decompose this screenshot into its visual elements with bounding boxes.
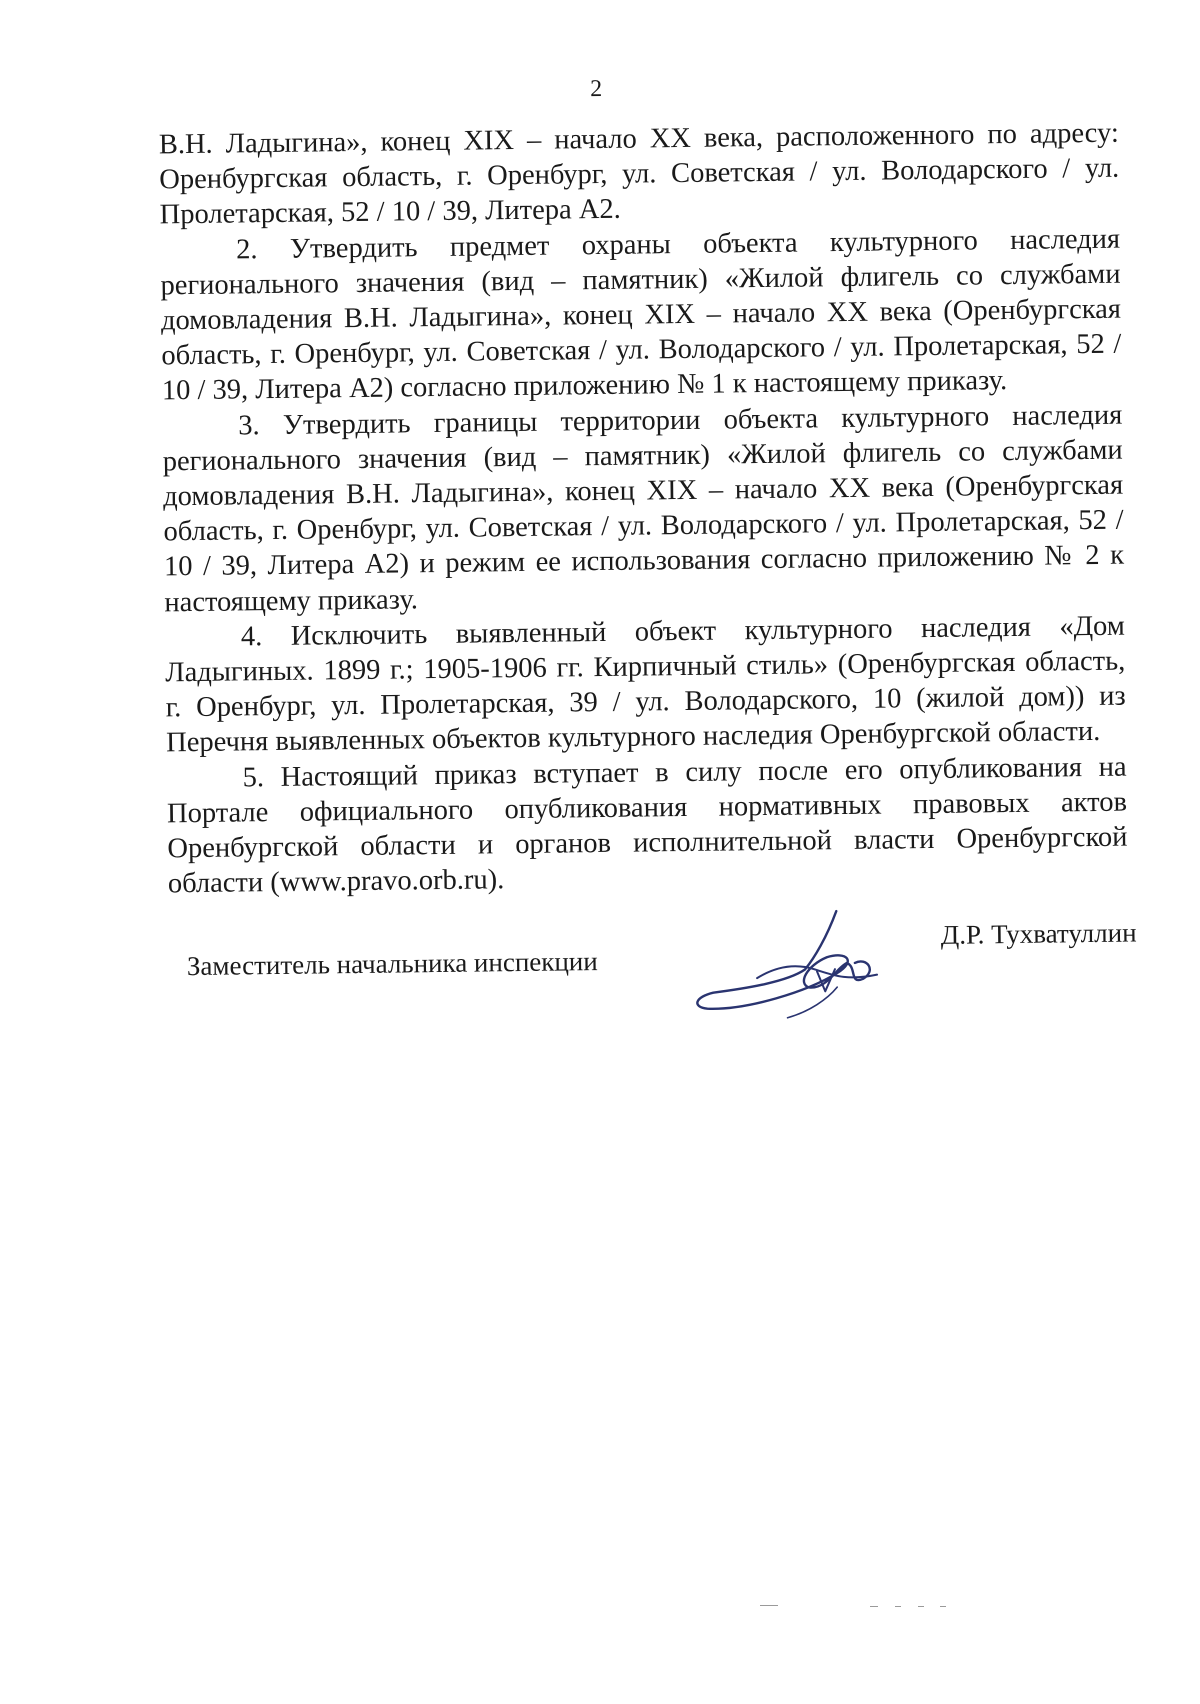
- paragraph-continuation: В.Н. Ладыгина», конец XIX – начало XX века, расположенного по адресу: Оренбургская область, г. Оренбург, ул. Советская / ул. Володарского / ул. Пролетарская, 52 / 10 / 39, Литера А2.: [158, 117, 1120, 231]
- paragraph-item-2: 2. Утвердить предмет охраны объекта культурного наследия регионального значения (вид – памятник) «Жилой флигель со службами домовладения В.Н. Ладыгина», конец XIX – начало XX века (Оренбургская область, г. Оренбург, ул. Советская / ул. Володарского / ул. Пролетарская, 52 / 10 / 39, Литера А2) согласно приложению № 1 к настоящему приказу.: [160, 223, 1122, 407]
- signer-name: Д.Р. Тухватуллин: [940, 917, 1137, 950]
- handwritten-signature: [686, 906, 897, 1024]
- scan-speck: [940, 1606, 946, 1607]
- signature-block: [186, 903, 1147, 1035]
- paragraph-item-3: 3. Утвердить границы территории объекта культурного наследия регионального значения (вид – памятник) «Жилой флигель со службами домовладения В.Н. Ладыгина», конец XIX – начало XX века (Оренбургская область, г. Оренбург, ул. Советская / ул. Володарского / ул. Пролетарская, 52 / 10 / 39, Литера А2) и режим ее использования согласно приложению № 2 к настоящему приказу.: [162, 399, 1125, 618]
- scan-speck: [895, 1606, 901, 1607]
- page-number: 2: [590, 75, 603, 103]
- paragraph-item-4: 4. Исключить выявленный объект культурного наследия «Дом Ладыгиных. 1899 г.; 1905-1906 гг. Кирпичный стиль» (Оренбургская область, г. Оренбург, ул. Пролетарская, 39 / ул. Володарского, 10 (жилой дом)) из Перечня выявленных объектов культурного наследия Оренбургской области.: [165, 610, 1126, 759]
- scan-speck: [918, 1606, 924, 1607]
- signer-title: Заместитель начальника инспекции: [186, 946, 598, 982]
- scan-speck: [870, 1606, 878, 1607]
- document-body: [159, 116, 1128, 902]
- scan-speck: [760, 1605, 778, 1606]
- paragraph-item-5: 5. Настоящий приказ вступает в силу после его опубликования на Портале официального опубликования нормативных правовых актов Оренбургской области и органов исполнительной власти Оренбургской области (www.pravo.orb.ru).: [166, 751, 1128, 900]
